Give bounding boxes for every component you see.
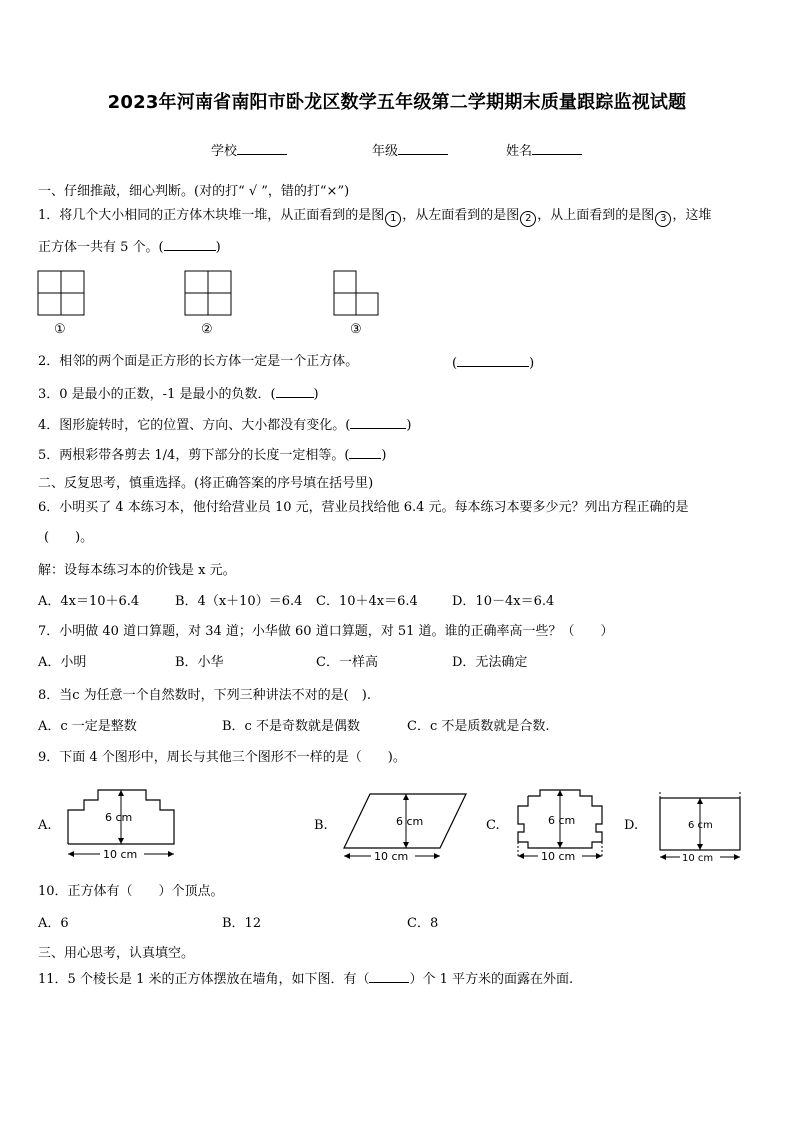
q1-line2-text: 正方体一共有 5 个。( (38, 240, 164, 255)
q9-figure-c (508, 784, 612, 866)
school-label: 学校 (211, 144, 238, 159)
q1-line2-end: ) (215, 240, 221, 255)
figure-3-marker: 3 (655, 211, 671, 227)
q7-option-c[interactable]: C．一样高 (316, 655, 378, 670)
page-title: 2023年河南省南阳市卧龙区数学五年级第二学期期末质量跟踪监视试题 (107, 92, 687, 113)
fig-d-width-label: 10 cm (682, 853, 714, 864)
figure-1-marker: 1 (385, 211, 401, 227)
q3-close-paren: ) (313, 387, 319, 402)
q7-option-b[interactable]: B．小华 (175, 655, 224, 670)
question-8: 8．当c 为任意一个自然数时，下列三种讲法不对的是( ). (38, 688, 371, 703)
fig-b-height-label: 6 cm (396, 815, 424, 828)
q3-text: 3．0 是最小的正数，-1 是最小的负数．( (38, 387, 276, 402)
fig-d-height-label: 6 cm (688, 820, 713, 831)
q7-option-d[interactable]: D．无法确定 (452, 655, 528, 670)
q9-option-d[interactable]: D. (624, 818, 639, 833)
question-3 (38, 385, 319, 403)
q1-text-c: ，从上面看到的是图 (537, 208, 655, 223)
q4-text: 4．图形旋转时，它的位置、方向、大小都没有变化。( (38, 418, 351, 433)
q9-figure-a (62, 784, 184, 864)
q1-views-figure (36, 268, 396, 318)
grade-field[interactable] (372, 142, 448, 160)
q9-option-b[interactable]: B. (314, 818, 328, 833)
q5-text: 5．两根彩带各剪去 1/4，剪下部分的长度一定相等。( (38, 448, 350, 463)
q6-option-a[interactable]: A．4x＝10＋6.4 (38, 594, 140, 609)
q5-close-paren: ) (381, 448, 387, 463)
view-left-figure (185, 271, 231, 315)
q1-text-a: 1．将几个大小相同的正方体木块堆一堆，从正面看到的是图 (38, 208, 385, 223)
q1-text-d: ，这堆 (672, 208, 712, 223)
fig-c-height-label: 6 cm (548, 814, 576, 827)
name-label: 姓名 (506, 144, 533, 159)
q2-open-paren: ( (452, 356, 458, 371)
figure-label-1: ① (54, 322, 66, 337)
q8-option-b[interactable]: B．c 不是奇数就是偶数 (222, 719, 360, 734)
q6-solution-setup: 解：设每本练习本的价钱是 x 元。 (38, 563, 236, 578)
section-2-heading: 二、反复思考，慎重选择。(将正确答案的序号填在括号里) (38, 476, 374, 491)
section-3-heading: 三、用心思考，认真填空。 (38, 946, 195, 961)
figure-label-2: ② (201, 322, 213, 337)
question-11 (38, 970, 573, 988)
question-9: 9．下面 4 个图形中，周长与其他三个图形不一样的是（ )。 (38, 750, 406, 765)
q9-figure-d (654, 790, 748, 866)
figure-2-marker: 2 (520, 211, 536, 227)
fig-a-height-label: 6 cm (105, 811, 133, 824)
question-10: 10．正方体有（ ）个顶点。 (38, 884, 224, 899)
q2-close-paren: ) (529, 356, 535, 371)
question-5 (38, 446, 386, 464)
q6-option-d[interactable]: D．10－4x＝6.4 (452, 594, 555, 609)
school-field[interactable] (211, 142, 287, 160)
q9-option-c[interactable]: C. (486, 818, 500, 833)
fig-c-width-label: 10 cm (541, 850, 576, 863)
q10-option-b[interactable]: B．12 (222, 916, 262, 931)
question-7: 7．小明做 40 道口算题，对 34 道；小华做 60 道口算题，对 51 道。谁的正确率高一些？（ ） (38, 624, 614, 639)
question-4 (38, 416, 411, 434)
q8-option-a[interactable]: A．c 一定是整数 (38, 719, 137, 734)
q9-option-a[interactable]: A. (38, 818, 52, 833)
q10-option-c[interactable]: C．8 (407, 916, 439, 931)
q2-text: 2．相邻的两个面是正方形的长方体一定是一个正方体。 (38, 354, 359, 369)
view-front-figure (38, 271, 84, 315)
figure-label-3: ③ (350, 322, 362, 337)
q9-figure-b (336, 788, 472, 864)
q7-option-a[interactable]: A．小明 (38, 655, 87, 670)
q1-answer-blank[interactable] (164, 238, 216, 251)
question-6: 6．小明买了 4 本练习本，他付给营业员 10 元，营业员找给他 6.4 元。每本练习本要多少元？列出方程正确的是 (38, 500, 689, 515)
section-1-heading: 一、仔细推敲，细心判断。(对的打“ √ ”，错的打“×”) (38, 184, 350, 199)
q8-option-c[interactable]: C．c 不是质数就是合数. (407, 719, 550, 734)
q2-answer[interactable] (452, 354, 534, 372)
fig-b-width-label: 10 cm (374, 850, 409, 863)
q5-answer-blank[interactable] (349, 446, 381, 459)
question-2 (38, 354, 358, 370)
q11-close: ）个 1 平方米的面露在外面. (409, 972, 574, 987)
name-field[interactable] (506, 142, 582, 160)
question-1-line-2 (38, 238, 221, 256)
view-top-figure (334, 271, 378, 315)
question-1-line-1 (38, 208, 711, 227)
q6-option-c[interactable]: C．10＋4x＝6.4 (316, 594, 418, 609)
q6-option-b[interactable]: B．4（x＋10）＝6.4 (175, 594, 303, 609)
q10-option-a[interactable]: A．6 (38, 916, 69, 931)
fig-a-width-label: 10 cm (103, 848, 138, 861)
q6-answer-paren[interactable]: ( )。 (44, 530, 94, 545)
grade-label: 年级 (372, 144, 399, 159)
q11-text: 11．5 个棱长是 1 米的正方体摆放在墙角，如下图．有（ (38, 972, 370, 987)
q4-close-paren: ) (406, 418, 412, 433)
q4-answer-blank[interactable] (350, 416, 406, 429)
q1-text-b: ，从左面看到的是图 (402, 208, 520, 223)
q3-answer-blank[interactable] (276, 385, 314, 398)
q11-answer-blank[interactable] (369, 970, 409, 983)
